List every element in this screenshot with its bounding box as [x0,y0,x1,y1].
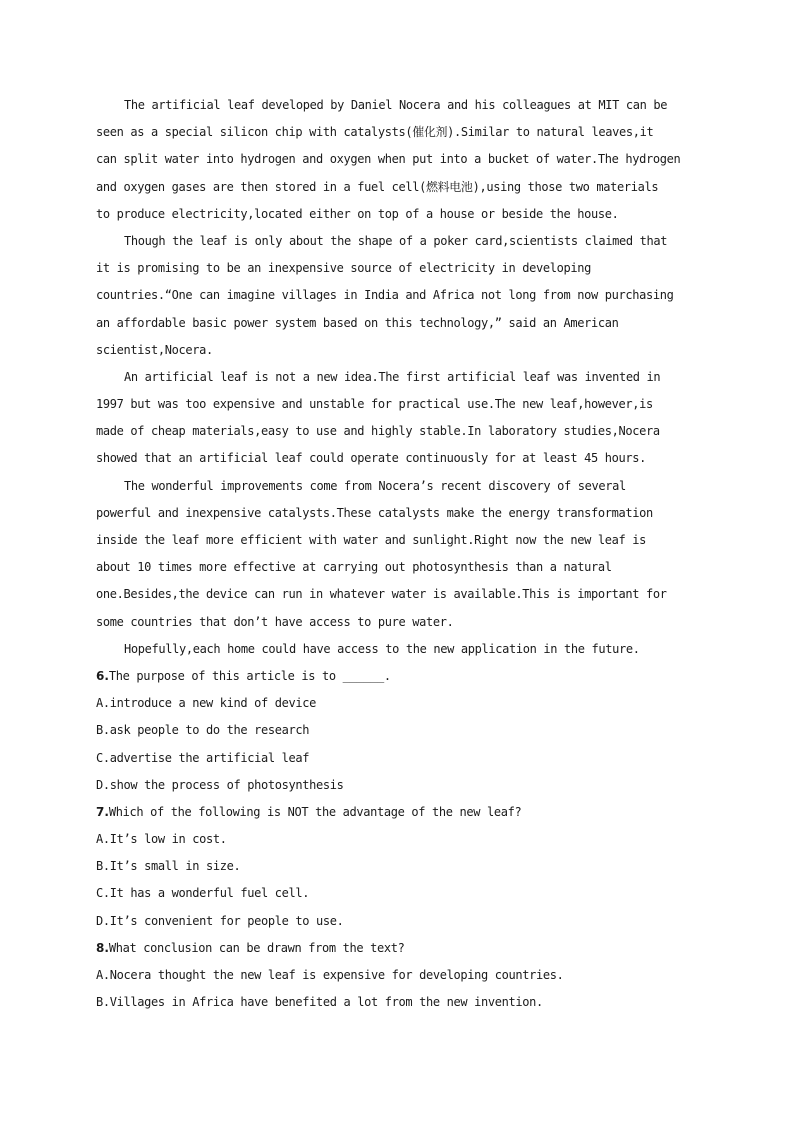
answer-option[interactable]: B.Villages in Africa have benefited a lot from the new invention. [96,995,543,1010]
passage-paragraph [96,228,696,364]
passage-paragraph [96,92,696,228]
question-number: 8. [96,940,109,955]
passage-paragraph [96,364,696,473]
answer-option[interactable]: C.It has a wonderful fuel cell. [96,886,310,901]
question-text: What conclusion can be drawn from the text? [108,940,405,955]
answer-option[interactable]: A.It’s low in cost. [96,832,227,847]
passage-paragraph [96,473,696,636]
reading-passage [96,92,696,663]
passage-line: scientist,Nocera. [96,342,213,357]
answer-option[interactable]: D.show the process of photosynthesis [96,777,344,792]
passage-paragraph [96,636,696,663]
passage-line: inside the leaf more efficient with water and sunlight.Right now the new leaf is [96,533,646,547]
question-item [96,799,696,935]
passage-line: Hopefully,each home could have access to the new application in the future. [124,641,640,656]
passage-line: one.Besides,the device can run in whatever water is available.This is important for [96,587,667,602]
passage-line: The artificial leaf developed by Daniel Nocera and his colleagues at MIT can be [124,98,668,112]
passage-line: powerful and inexpensive catalysts.These catalysts make the energy transformation [96,505,653,520]
question-number: 6. [96,668,109,683]
passage-line: 1997 but was too expensive and unstable for practical use.The new leaf,however,is [96,397,653,412]
question-list [96,663,696,1016]
question-number: 7. [96,804,109,819]
passage-line: seen as a special silicon chip with catalysts(催化剂).Similar to natural leaves,it [96,125,654,140]
passage-line: An artificial leaf is not a new idea.The first artificial leaf was invented in [124,369,661,384]
question-stem [96,799,696,826]
answer-option[interactable]: C.advertise the artificial leaf [96,750,310,765]
passage-line: countries.“One can imagine villages in India and Africa not long from now purchasing [96,288,674,303]
question-stem [96,663,696,690]
question-item [96,935,696,1017]
question-stem [96,935,696,962]
passage-line: The wonderful improvements come from Nocera’s recent discovery of several [124,478,626,493]
passage-line: to produce electricity,located either on top of a house or beside the house. [96,206,619,221]
answer-option[interactable]: D.It’s convenient for people to use. [96,913,344,928]
question-text: Which of the following is NOT the advantage of the new leaf? [108,804,522,819]
answer-option[interactable]: A.Nocera thought the new leaf is expensive for developing countries. [96,968,564,982]
passage-line: made of cheap materials,easy to use and highly stable.In laboratory studies,Nocera [96,424,660,439]
page-content [96,92,696,1016]
passage-line: some countries that don’t have access to pure water. [96,614,454,629]
passage-line: showed that an artificial leaf could operate continuously for at least 45 hours. [96,451,646,466]
passage-line: and oxygen gases are then stored in a fuel cell(燃料电池),using those two materials [96,179,659,194]
passage-line: it is promising to be an inexpensive source of electricity in developing [96,261,591,276]
passage-line: Though the leaf is only about the shape of a poker card,scientists claimed that [124,233,668,248]
answer-option[interactable]: A.introduce a new kind of device [96,696,316,711]
passage-line: can split water into hydrogen and oxygen when put into a bucket of water.The hydrogen [96,152,681,167]
question-item [96,663,696,799]
passage-line: an affordable basic power system based on this technology,” said an American [96,315,619,330]
question-text: The purpose of this article is to ______. [108,668,391,683]
answer-option[interactable]: B.It’s small in size. [96,859,241,874]
passage-line: about 10 times more effective at carrying out photosynthesis than a natural [96,560,612,575]
answer-option[interactable]: B.ask people to do the research [96,723,310,738]
